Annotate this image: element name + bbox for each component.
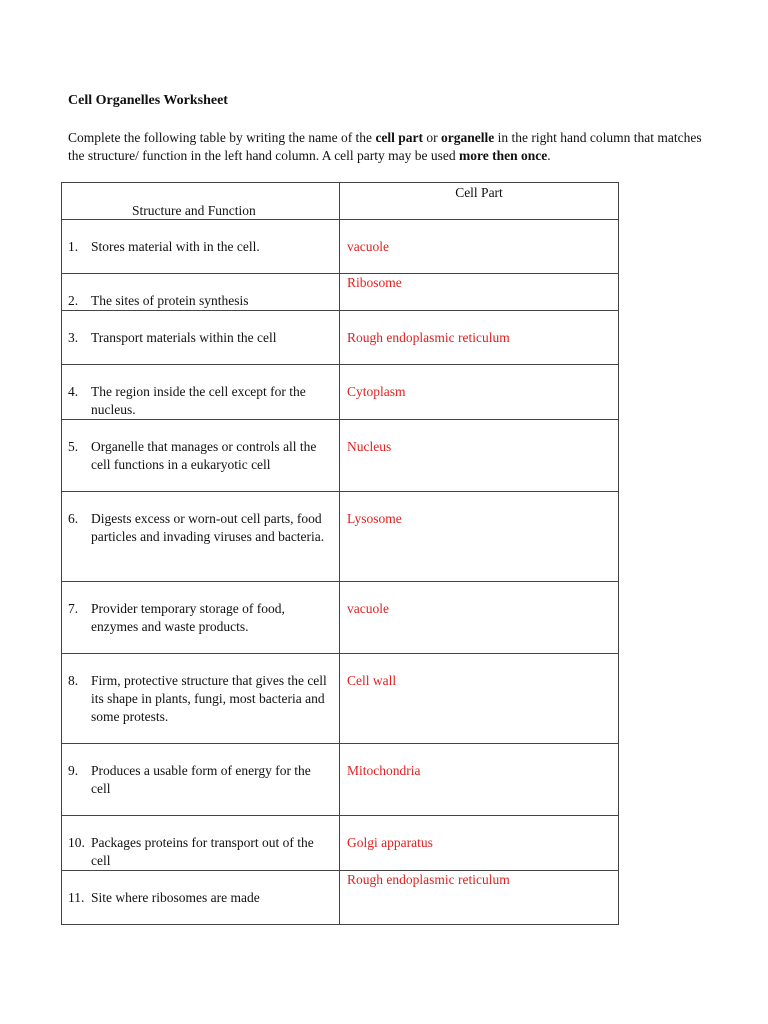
question-text: Site where ribosomes are made (91, 890, 260, 905)
header-structure-function (62, 183, 340, 220)
instructions-bold-more-then-once: more then once (459, 148, 548, 163)
question-text: Packages proteins for transport out of the cell (91, 835, 314, 868)
question-cell (62, 744, 340, 816)
answer-text: Cell wall (347, 673, 397, 688)
answer-cell[interactable] (340, 311, 619, 365)
table-row (62, 816, 619, 871)
question-text: Organelle that manages or controls all the cell functions in a eukaryotic cell (91, 439, 317, 472)
question-cell (62, 274, 340, 311)
answer-cell[interactable] (340, 274, 619, 311)
question-number: 3. (68, 330, 79, 345)
answer-cell[interactable] (340, 871, 619, 925)
table-row (62, 582, 619, 654)
question-cell (62, 816, 340, 871)
answer-cell[interactable] (340, 582, 619, 654)
question-cell (62, 654, 340, 744)
answer-cell[interactable] (340, 744, 619, 816)
answer-cell[interactable] (340, 420, 619, 492)
answer-text: vacuole (347, 239, 389, 254)
header-structure-function-label: Structure and Function (132, 203, 256, 218)
answer-text: Golgi apparatus (347, 835, 433, 850)
instructions-text-4: . (547, 148, 551, 163)
question-number: 9. (68, 763, 79, 778)
answer-cell[interactable] (340, 220, 619, 274)
question-number: 2. (68, 293, 79, 308)
question-cell (62, 492, 340, 582)
question-cell (62, 365, 340, 420)
question-cell (62, 311, 340, 365)
question-number: 10. (68, 835, 85, 850)
answer-text: Cytoplasm (347, 384, 406, 399)
question-number: 1. (68, 239, 79, 254)
answer-text: Rough endoplasmic reticulum (347, 872, 510, 887)
question-number: 11. (68, 890, 85, 905)
answer-cell[interactable] (340, 816, 619, 871)
instructions-text-3: in the right hand column that matches the structure/ function in the left hand column. A cell party may be used (68, 130, 702, 163)
organelle-table (61, 182, 619, 925)
table-row (62, 311, 619, 365)
instructions-text-1: Complete the following table by writing the name of the (68, 130, 376, 145)
table-header-row (62, 183, 619, 220)
question-cell (62, 420, 340, 492)
table-row (62, 220, 619, 274)
question-cell (62, 220, 340, 274)
table-row (62, 871, 619, 925)
question-number: 5. (68, 439, 79, 454)
question-text: The region inside the cell except for the nucleus. (91, 384, 306, 417)
question-number: 7. (68, 601, 79, 616)
answer-text: Ribosome (347, 275, 402, 290)
answer-text: Rough endoplasmic reticulum (347, 330, 510, 345)
question-number: 4. (68, 384, 79, 399)
question-text: Provider temporary storage of food, enzymes and waste products. (91, 601, 285, 634)
question-text: Produces a usable form of energy for the cell (91, 763, 311, 796)
page-title: Cell Organelles Worksheet (68, 93, 228, 108)
question-number: 8. (68, 673, 79, 688)
instructions-bold-cell-part: cell part (375, 130, 424, 145)
header-cell-part-label: Cell Part (455, 185, 503, 200)
instructions-paragraph (68, 129, 708, 165)
answer-cell[interactable] (340, 492, 619, 582)
answer-text: Nucleus (347, 439, 392, 454)
question-cell (62, 582, 340, 654)
table-row (62, 654, 619, 744)
table-row (62, 274, 619, 311)
question-text: Stores material with in the cell. (91, 239, 260, 254)
instructions-bold-organelle: organelle (441, 130, 495, 145)
header-cell-part (340, 183, 619, 220)
question-cell (62, 871, 340, 925)
answer-text: Mitochondria (347, 763, 421, 778)
table-row (62, 420, 619, 492)
instructions-text-2: or (423, 130, 442, 145)
answer-text: vacuole (347, 601, 389, 616)
answer-cell[interactable] (340, 654, 619, 744)
table-row (62, 365, 619, 420)
answer-text: Lysosome (347, 511, 402, 526)
question-text: Firm, protective structure that gives the cell its shape in plants, fungi, most bacteria and some protests. (91, 673, 327, 724)
question-text: Transport materials within the cell (91, 330, 277, 345)
answer-cell[interactable] (340, 365, 619, 420)
table-row (62, 744, 619, 816)
question-number: 6. (68, 511, 79, 526)
question-text: Digests excess or worn-out cell parts, food particles and invading viruses and bacteria. (91, 511, 325, 544)
table-row (62, 492, 619, 582)
question-text: The sites of protein synthesis (91, 293, 249, 308)
